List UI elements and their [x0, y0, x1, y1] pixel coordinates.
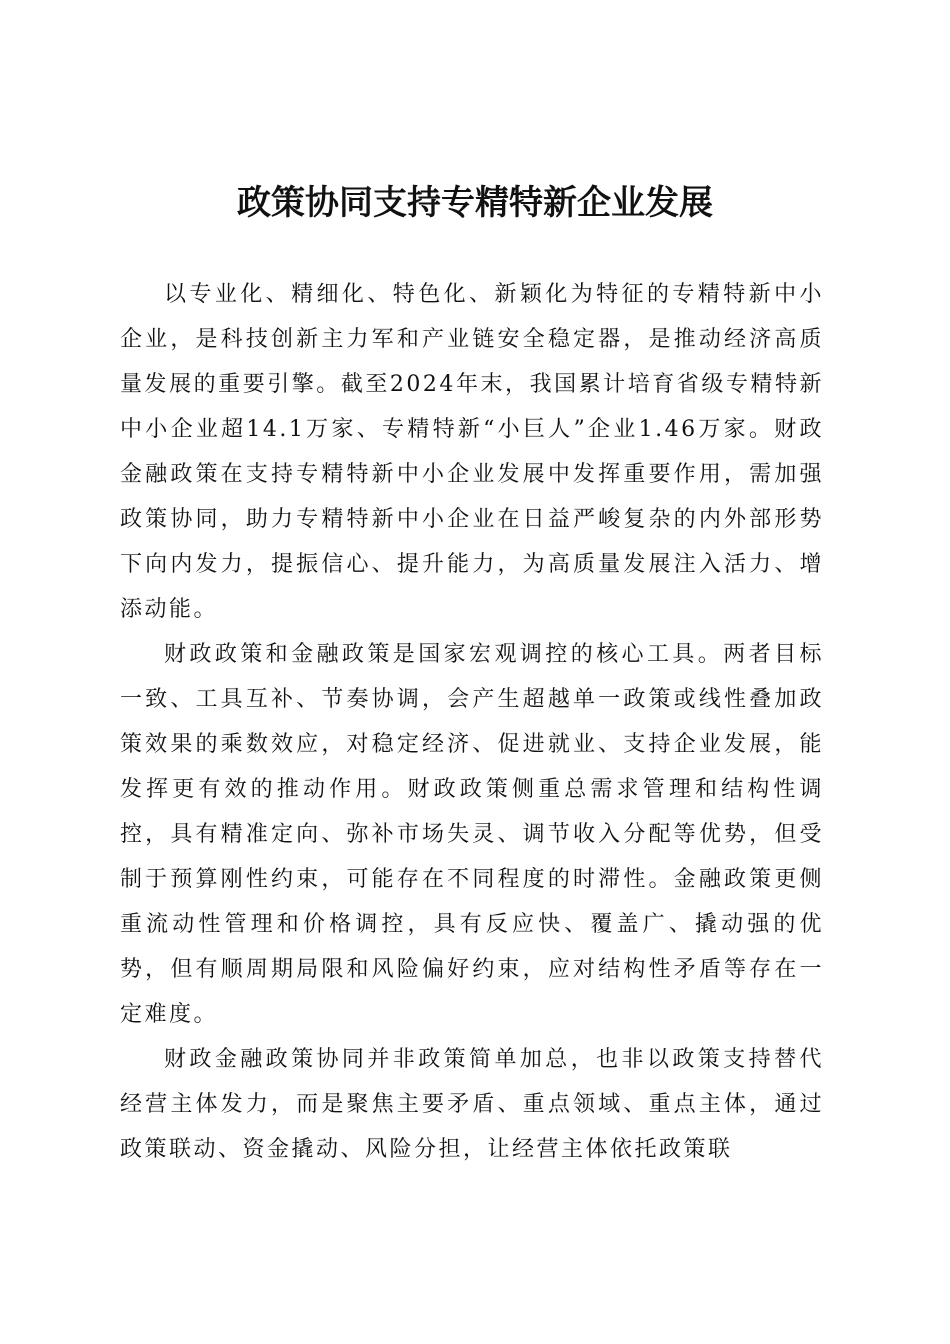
paragraph-3: 财政金融政策协同并非政策简单加总，也非以政策支持替代经营主体发力，而是聚焦主要矛盾、重点领域、重点主体，通过政策联动、资金撬动、风险分担，让经营主体依托政策联 [120, 1047, 824, 1162]
paragraph-2: 财政政策和金融政策是国家宏观调控的核心工具。两者目标一致、工具互补、节奏协调，会产生超越单一政策或线性叠加政策效果的乘数效应，对稳定经济、促进就业、支持企业发展，能发挥更有效的推动作用。财政政策侧重总需求管理和结构性调控，具有精准定向、弥补市场失灵、调节收入分配等优势，但受制于预算刚性约束，可能存在不同程度的时滞性。金融政策更侧重流动性管理和价格调控，具有反应快、覆盖广、撬动强的优势，但有顺周期局限和风险偏好约束，应对结构性矛盾等存在一定难度。 [120, 642, 824, 1027]
document-body [120, 272, 824, 1172]
paragraph-1: 以专业化、精细化、特色化、新颖化为特征的专精特新中小企业，是科技创新主力军和产业链安全稳定器，是推动经济高质量发展的重要引擎。截至2024年末，我国累计培育省级专精特新中小企业超14.1万家、专精特新“小巨人”企业1.46万家。财政金融政策在支持专精特新中小企业发展中发挥重要作用，需加强政策协同，助力专精特新中小企业在日益严峻复杂的内外部形势下向内发力，提振信心、提升能力，为高质量发展注入活力、增添动能。 [120, 282, 824, 622]
document-title: 政策协同支持专精特新企业发展 [237, 183, 713, 223]
